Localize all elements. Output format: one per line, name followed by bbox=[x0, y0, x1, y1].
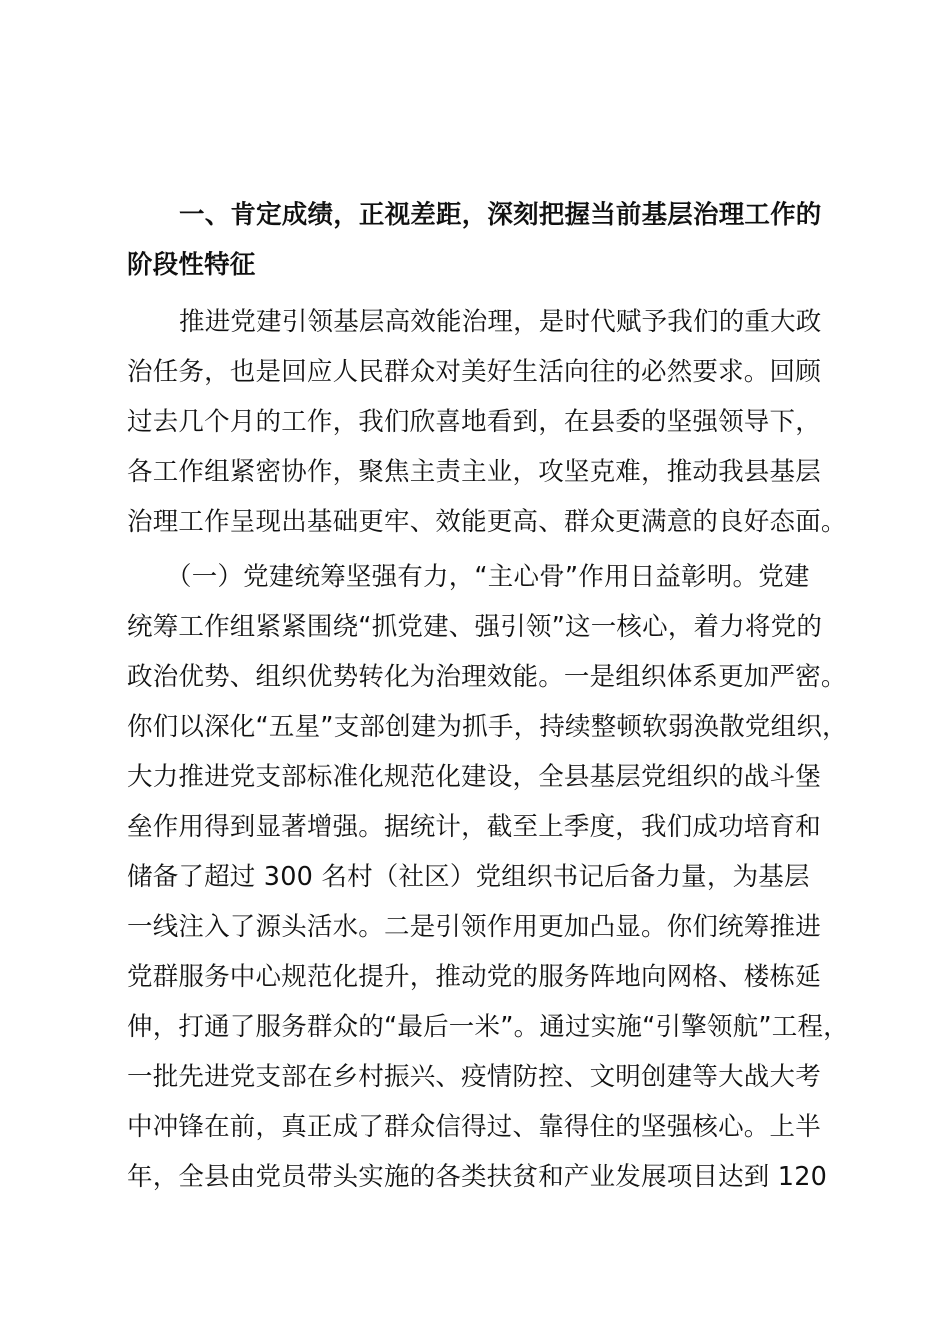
paragraph-2-line-9: 党群服务中心规范化提升，推动党的服务阵地向网格、楼栋延 bbox=[127, 962, 821, 992]
paragraph-1-line-2: 治任务，也是回应人民群众对美好生活向往的必然要求。回顾 bbox=[127, 357, 821, 387]
paragraph-2-line-8: 一线注入了源头活水。二是引领作用更加凸显。你们统筹推进 bbox=[127, 912, 821, 942]
paragraph-2-line-3: 政治优势、组织优势转化为治理效能。一是组织体系更加严密。 bbox=[127, 662, 847, 692]
paragraph-1-line-3: 过去几个月的工作，我们欣喜地看到，在县委的坚强领导下， bbox=[127, 407, 821, 437]
section-heading-line-1: 一、肯定成绩，正视差距，深刻把握当前基层治理工作的 bbox=[179, 200, 822, 230]
paragraph-2-line-4: 你们以深化“五星”支部创建为抓手，持续整顿软弱涣散党组织， bbox=[127, 712, 848, 742]
paragraph-2-line-11: 一批先进党支部在乡村振兴、疫情防控、文明创建等大战大考 bbox=[127, 1062, 821, 1092]
paragraph-1-line-1: 推进党建引领基层高效能治理，是时代赋予我们的重大政 bbox=[179, 307, 822, 337]
paragraph-2-line-2: 统筹工作组紧紧围绕“抓党建、强引领”这一核心，着力将党的 bbox=[127, 612, 823, 642]
section-heading-line-2: 阶段性特征 bbox=[127, 250, 256, 280]
paragraph-2-line-10: 伸，打通了服务群众的“最后一米”。通过实施“引擎领航”工程， bbox=[127, 1012, 849, 1042]
paragraph-2-line-6: 垒作用得到显著增强。据统计，截至上季度，我们成功培育和 bbox=[127, 812, 821, 842]
paragraph-2-line-5: 大力推进党支部标准化规范化建设，全县基层党组织的战斗堡 bbox=[127, 762, 821, 792]
paragraph-2-line-12: 中冲锋在前，真正成了群众信得过、靠得住的坚强核心。上半 bbox=[127, 1112, 821, 1142]
paragraph-2-line-1: （一）党建统筹坚强有力，“主心骨”作用日益彰明。党建 bbox=[166, 562, 810, 592]
paragraph-1-line-5: 治理工作呈现出基础更牢、效能更高、群众更满意的良好态面。 bbox=[127, 507, 847, 537]
paragraph-2-line-7: 储备了超过 300 名村（社区）党组织书记后备力量，为基层 bbox=[127, 862, 810, 892]
paragraph-1-line-4: 各工作组紧密协作，聚焦主责主业，攻坚克难，推动我县基层 bbox=[127, 457, 821, 487]
paragraph-2-line-13: 年，全县由党员带头实施的各类扶贫和产业发展项目达到 120 bbox=[127, 1162, 828, 1192]
